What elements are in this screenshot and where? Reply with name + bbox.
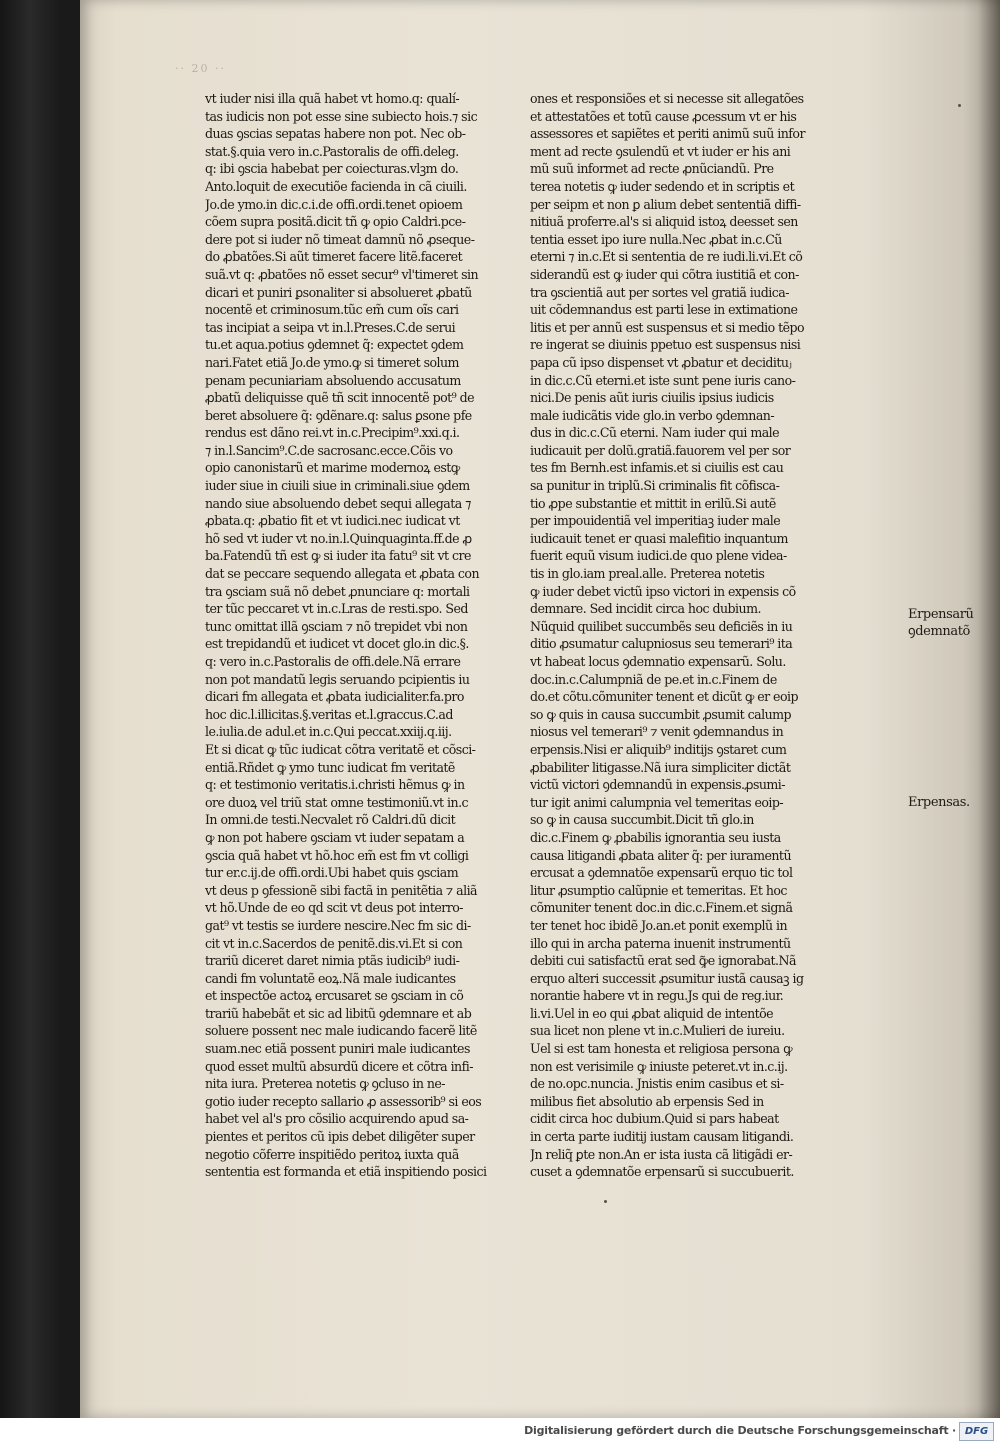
margin-note-expensarum	[908, 606, 974, 640]
digitization-footer	[0, 1418, 1000, 1444]
text-line: non est verisimile ꝙ iniuste peteret.vt in.c.ij.	[530, 1058, 788, 1074]
text-line: cuset a ꝯdemnatõe erpensarũ si succubuerit.	[530, 1164, 794, 1180]
text-line: vt deus p ꝯfessionẽ sibi factã in penitẽtia ⁊ aliã	[205, 882, 478, 898]
text-line: cõem supra positã.dicit tñ ꝙ opio Caldri.pce-	[205, 214, 466, 230]
text-line: so ꝙ in causa succumbit.Dicit tñ glo.in	[530, 812, 754, 828]
text-line: do ꝓbatões.Si aũt timeret facere litẽ.faceret	[205, 249, 463, 265]
text-line: ba.Fatendũ tñ est ꝙ si iuder ita fatu⁹ sit vt cre	[205, 548, 471, 564]
text-line: ercusat a ꝯdemnatõe expensarũ erquo tic tol	[530, 865, 793, 881]
text-line: erquo alteri successit ꝓsumitur iustã causaꝫ ig	[530, 970, 804, 986]
text-line: rendus est dãno rei.vt in.c.Precipim⁹.xxi.q.i.	[205, 425, 460, 441]
page-spine-shadow	[978, 0, 1000, 1418]
ink-speck	[958, 104, 961, 107]
text-line: nocentẽ et criminosum.tũc em̃ cum oĩs cari	[205, 302, 459, 318]
text-line: uit cõdemnandus est parti lese in extimatione	[530, 302, 798, 318]
text-line: q: ibi ꝯscia habebat per coiecturas.vlꝫm do.	[205, 161, 459, 177]
text-line: habet vel al's pro cõsilio acquirendo apud sa-	[205, 1111, 469, 1127]
right-text-column	[530, 90, 910, 1181]
left-text-column	[205, 90, 577, 1181]
text-line: nando siue absoluendo debet sequi allegata ⁊	[205, 495, 471, 511]
text-line: trariũ diceret daret nimia ptãs iudicib⁹ iudi-	[205, 953, 460, 969]
text-line: tes fm Bernh.est infamis.et si ciuilis est cau	[530, 460, 784, 476]
text-line: beret absoluere q̃: ꝯdẽnare.q: salus ꝑsone pfe	[205, 407, 472, 423]
text-line: q: vero in.c.Pastoralis de offi.dele.Nã errare	[205, 654, 461, 669]
text-line: sententia est formanda et etiã inspitiendo posici	[205, 1164, 487, 1180]
text-line: suã.vt q: ꝓbatões nõ esset secur⁹ vl'timeret sin	[205, 266, 479, 282]
text-line: dicari et puniri ꝑsonaliter si absolueret ꝓbatũ	[205, 284, 472, 300]
text-line: tas iudicis non pot esse sine subiecto hois.⁊ sic	[205, 108, 478, 124]
text-line: ꝙ non pot habere ꝯsciam vt iuder sepatam a	[205, 829, 465, 845]
margin-note-line: Erpensas.	[908, 795, 970, 810]
text-line: vt hõ.Unde de eo qd scit vt deus pot interro-	[205, 900, 463, 916]
text-line: eterni ⁊ in.c.Et si sententia de re iudi.li.vi.Et cõ	[530, 249, 803, 265]
dfg-logo: DFG	[959, 1422, 994, 1441]
text-line: sua licet non plene vt in.c.Mulieri de iureiu.	[530, 1023, 785, 1039]
text-line: Et si dicat ꝙ tũc iudicat cõtra veritatẽ et cõsci-	[205, 741, 476, 757]
text-line: siderandũ est ꝙ iuder qui cõtra iustitiã et con-	[530, 266, 799, 282]
text-line: Jn reliq̃ ꝑte non.An er ista iusta cã litigãdi er-	[530, 1146, 793, 1162]
text-line: dic.c.Finem ꝙ ꝓbabilis ignorantia seu iusta	[530, 829, 781, 845]
text-line: gat⁹ vt testis se iurdere nescire.Nec fm sic di-	[205, 917, 471, 933]
text-line: victũ victori ꝯdemnandũ in expensis.ꝓsumi-	[530, 777, 785, 793]
text-line: negotio cõferre inspitiẽdo peritoꝝ iuxta quã	[205, 1146, 459, 1162]
ink-speck	[604, 1200, 607, 1203]
text-line: norantie habere vt in regu.Js qui de reg.iur.	[530, 988, 784, 1004]
text-line: doc.in.c.Calumpniã de pe.et in.c.Finem de	[530, 671, 777, 687]
text-line: hõ sed vt iuder vt no.in.l.Quinquaginta.ff.de ꝓ	[205, 530, 472, 546]
text-line: et attestatões et totũ cause ꝓcessum vt er his	[530, 108, 797, 124]
text-line: trariũ habebãt et sic ad libitũ ꝯdemnare et ab	[205, 1005, 472, 1021]
text-line: tur er.c.ij.de offi.ordi.Ubi habet quis ꝯsciam	[205, 865, 459, 881]
text-line: niosus vel temerari⁹ ⁊ venit ꝯdemnandus in	[530, 724, 784, 740]
text-line: iuder siue in ciuili siue in criminali.siue ꝯdem	[205, 478, 470, 494]
text-line: cidit circa hoc dubium.Quid si pars habeat	[530, 1111, 779, 1127]
text-line: tra ꝯscientiã aut per sortes vel gratiã iudica-	[530, 284, 789, 300]
text-line: ꝯscia quã habet vt hõ.hoc em̃ est fm vt colligi	[205, 847, 469, 863]
text-line: tas incipiat a seipa vt in.l.Preses.C.de serui	[205, 319, 456, 335]
text-line: Jo.de ymo.in dic.c.i.de offi.ordi.tenet opioem	[205, 196, 463, 212]
text-line: mũ suũ informet ad recte ꝓnũciandũ. Pre	[530, 161, 774, 177]
text-line: dat se peccare sequendo allegata et ꝓbata con	[205, 566, 480, 582]
text-line: pientes et peritos cũ ipis debet diligẽter super	[205, 1129, 475, 1145]
margin-note-expensas	[908, 794, 970, 811]
text-line: tunc omittat illã ꝯsciam ⁊ nõ trepidet vbi non	[205, 618, 468, 634]
text-line: opio canonistarũ et marime modernoꝝ estꝙ	[205, 460, 460, 476]
text-line: vt habeat locus ꝯdemnatio expensarũ. Solu.	[530, 654, 786, 669]
text-line: nici.De penis aũt iuris ciuilis ipsius iudicis	[530, 390, 774, 406]
text-line: ones et responsiões et si necesse sit allegatões	[530, 91, 804, 106]
text-line: in certa parte iuditij iustam causam litigandi.	[530, 1129, 794, 1145]
text-line: dere pot si iuder nõ timeat damnũ nõ ꝓseque-	[205, 231, 475, 247]
text-line: In omni.de testi.Necvalet rõ Caldri.dũ dicit	[205, 812, 456, 828]
text-line: in dic.c.Cũ eterni.et iste sunt pene iuris cano-	[530, 372, 796, 388]
text-line: gotio iuder recepto sallario ꝓ assessorib⁹ si eos	[205, 1093, 482, 1109]
text-line: iudicauit per dolũ.gratiã.fauorem vel per sor	[530, 442, 791, 458]
text-line: illo qui in archa paterna inuenit instrumentũ	[530, 935, 791, 951]
faded-page-number: ·· 20 ··	[175, 62, 226, 75]
text-line: tentia esset ipo iure nulla.Nec ꝓbat in.c.Cũ	[530, 231, 782, 247]
text-line: tur igit animi calumpnia vel temeritas eoip-	[530, 794, 784, 810]
text-line: nitiuã proferre.al's si aliquid istoꝝ deesset sen	[530, 214, 798, 230]
text-line: tis in glo.iam preal.alle. Preterea notetis	[530, 566, 765, 582]
text-line: hoc dic.l.illicitas.§.veritas et.l.graccus.C.ad	[205, 706, 453, 722]
text-line: Anto.loquit de executiõe facienda in cã ciuili.	[205, 178, 467, 194]
text-line: erpensis.Nisi er aliquib⁹ inditijs ꝯstaret cum	[530, 741, 787, 757]
text-line: stat.§.quia vero in.c.Pastoralis de offi.deleg.	[205, 143, 459, 159]
text-line: so ꝙ quis in causa succumbit ꝓsumit calump	[530, 706, 792, 722]
funding-credit-text: Digitalisierung gefördert durch die Deutsche Forschungsgemeinschaft ·	[524, 1424, 956, 1437]
text-line: ditio ꝓsumatur calupniosus seu temerari⁹ ita	[530, 636, 793, 652]
text-line: ore duoꝝ vel triũ stat omne testimoniũ.vt in.c	[205, 794, 469, 810]
text-line: male iudicãtis vide glo.in verbo ꝯdemnan-	[530, 407, 775, 423]
text-line: quod esset multũ absurdũ dicere et cõtra infi-	[205, 1058, 473, 1074]
text-line: dicari fm allegata et ꝓbata iudicialiter.fa.pro	[205, 689, 464, 705]
text-line: le.iulia.de adul.et in.c.Qui peccat.xxiij.q.iij.	[205, 724, 452, 740]
text-line: duas ꝯscias sepatas habere non pot. Nec ob-	[205, 126, 466, 142]
text-line: tio ꝓpe substantie et mittit in erilũ.Si autẽ	[530, 495, 776, 511]
text-line: Uel si est tam honesta et religiosa persona ꝙ	[530, 1041, 792, 1057]
text-line: dus in dic.c.Cũ eterni. Nam iuder qui male	[530, 425, 780, 441]
text-line: ꝙ iuder debet victũ ipso victori in expensis cõ	[530, 583, 796, 599]
margin-note-line: Erpensarũ	[908, 607, 974, 622]
text-line: ment ad recte ꝯsulendũ et vt iuder er his ani	[530, 143, 791, 159]
text-line: Nũquid quilibet succumbẽs seu deficiẽs in iu	[530, 618, 793, 634]
text-line: tu.et aqua.potius ꝯdemnet q̃: expectet ꝯdem	[205, 337, 464, 353]
text-line: ⁊ in.l.Sancim⁹.C.de sacrosanc.ecce.Cõis vo	[205, 442, 453, 458]
text-line: suam.nec etiã possent puniri male iudicantes	[205, 1041, 470, 1057]
text-line: candi fm voluntatẽ eoꝝ.Nã male iudicantes	[205, 970, 456, 986]
text-line: do.et cõtu.cõmuniter tenent et dicũt ꝙ er eoip	[530, 689, 798, 705]
text-line: debiti cui satisfactũ erat sed ꝙ̃e ignorabat.Nã	[530, 953, 796, 969]
text-line: iudicauit tenet er quasi malefitio inquantum	[530, 530, 788, 546]
text-line: q: et testimonio veritatis.i.christi hẽmus ꝙ in	[205, 777, 465, 793]
text-line: et inspectõe actoꝝ ercusaret se ꝯsciam in cõ	[205, 988, 464, 1004]
text-line: ꝓbatũ deliquisse quẽ tñ scit innocentẽ pot⁹ de	[205, 390, 474, 406]
text-line: nita iura. Preterea notetis ꝙ ꝯcluso in ne-	[205, 1076, 445, 1092]
text-line: ꝓbata.q: ꝓbatio fit et vt iudici.nec iudicat vt	[205, 513, 460, 529]
text-line: ꝓbabiliter litigasse.Nã iura simpliciter dictãt	[530, 759, 791, 775]
text-line: non pot mandatũ legis seruando pcipientis iu	[205, 671, 470, 687]
text-line: de no.opc.nuncia. Jnistis enim casibus et si-	[530, 1076, 784, 1092]
text-line: litis et per annũ est suspensus et si medio tẽpo	[530, 319, 805, 335]
text-line: causa litigandi ꝓbata aliter q̃: per iuramentũ	[530, 847, 792, 863]
text-line: ter tũc peccaret vt in.c.Lras de resti.spo. Sed	[205, 601, 468, 617]
text-line: per impouidentiã vel imperitiaꝫ iuder male	[530, 513, 781, 529]
text-line: est trepidandũ et iudicet vt docet glo.in dic.§.	[205, 636, 469, 652]
text-line: fuerit equũ visum iudici.de quo plene videa-	[530, 548, 787, 564]
text-line: demnare. Sed incidit circa hoc dubium.	[530, 601, 761, 617]
text-line: nari.Fatet etiã Jo.de ymo.ꝙ si timeret solum	[205, 354, 459, 370]
text-line: tra ꝯsciam suã nõ debet ꝓnunciare q: mortali	[205, 583, 470, 599]
text-line: penam pecuniariam absoluendo accusatum	[205, 372, 461, 388]
text-line: assessores et sapiẽtes et periti animũ suũ infor	[530, 126, 805, 142]
text-line: cit vt in.c.Sacerdos de penitẽ.dis.vi.Et si con	[205, 935, 463, 951]
text-line: re ingerat se diuinis ppetuo est suspensus nisi	[530, 337, 801, 353]
text-line: entiã.Rñdet ꝙ ymo tunc iudicat fm veritatẽ	[205, 759, 455, 775]
text-line: per seipm et non ꝑ alium debet sententiã diffi-	[530, 196, 801, 212]
text-line: milibus fiet absolutio ab erpensis Sed in	[530, 1093, 764, 1109]
text-line: litur ꝓsumptio calũpnie et temeritas. Et hoc	[530, 882, 787, 898]
text-line: terea notetis ꝙ iuder sedendo et in scriptis et	[530, 178, 795, 194]
text-line: li.vi.Uel in eo qui ꝓbat aliquid de intentõe	[530, 1005, 774, 1021]
text-line: papa cũ ipso dispenset vt ꝓbatur et decidituⱼ	[530, 354, 792, 370]
text-line: soluere possent nec male iudicando facerẽ litẽ	[205, 1023, 477, 1039]
text-line: vt iuder nisi illa quã habet vt homo.q: qualí-	[205, 91, 460, 106]
text-line: ter tenet hoc ibidẽ Jo.an.et ponit exemplũ in	[530, 917, 788, 933]
margin-note-line: ꝯdemnatõ	[908, 624, 970, 639]
text-line: sa punitur in triplũ.Si criminalis fit cõfisca-	[530, 478, 780, 494]
text-line: cõmuniter tenent doc.in dic.c.Finem.et signã	[530, 900, 793, 916]
